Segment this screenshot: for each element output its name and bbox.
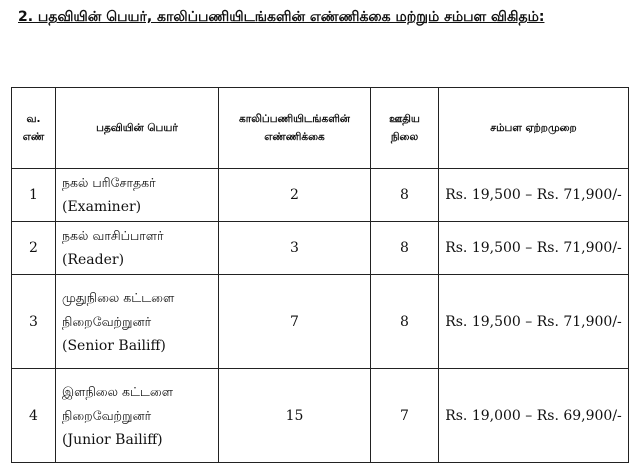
post-name-english: (Reader) (62, 252, 125, 268)
post-name-tamil: முதுநிலை கட்டளை நிறைவேற்றுனர் (62, 289, 175, 329)
cell-pay-scale: Rs. 19,500 – Rs. 71,900/- (439, 222, 629, 275)
table-row (12, 222, 629, 275)
table-row (12, 169, 629, 222)
header-post-name: பதவியின் பெயர் (56, 88, 219, 169)
cell-vacancies: 3 (219, 222, 371, 275)
table-header-row (12, 88, 629, 169)
post-name-english: (Senior Bailiff) (62, 337, 166, 354)
post-name-tamil: நகல் பரிசோதகர் (62, 175, 156, 190)
cell-post-name (56, 369, 219, 463)
table-row (12, 369, 629, 463)
cell-pay-scale: Rs. 19,500 – Rs. 71,900/- (439, 169, 629, 222)
cell-pay-level: 7 (371, 369, 439, 463)
header-pay-level: ஊதிய நிலை (371, 88, 439, 169)
cell-serial: 4 (12, 369, 56, 463)
post-name-english: (Junior Bailiff) (62, 431, 163, 448)
cell-serial: 1 (12, 169, 56, 222)
cell-serial: 2 (12, 222, 56, 275)
header-vacancies: காலிப்பணியிடங்களின் எண்ணிக்கை (219, 88, 371, 169)
posts-table (11, 87, 629, 463)
cell-pay-level: 8 (371, 275, 439, 369)
post-name-tamil: நகல் வாசிப்பாளர் (62, 228, 164, 243)
post-name-english: (Examiner) (62, 199, 142, 215)
cell-vacancies: 2 (219, 169, 371, 222)
section-heading: 2. பதவியின் பெயர், காலிப்பணியிடங்களின் எண்ணிக்கை மற்றும் சம்பள விகிதம்: (18, 9, 545, 25)
table-row (12, 275, 629, 369)
header-serial: வ. எண் (12, 88, 56, 169)
cell-pay-level: 8 (371, 169, 439, 222)
cell-post-name (56, 222, 219, 275)
cell-pay-level: 8 (371, 222, 439, 275)
cell-pay-scale: Rs. 19,000 – Rs. 69,900/- (439, 369, 629, 463)
cell-post-name (56, 275, 219, 369)
cell-vacancies: 15 (219, 369, 371, 463)
header-pay-scale: சம்பள ஏற்றமுறை (439, 88, 629, 169)
post-name-tamil: இளநிலை கட்டளை நிறைவேற்றுனர் (62, 383, 173, 423)
cell-post-name (56, 169, 219, 222)
cell-pay-scale: Rs. 19,500 – Rs. 71,900/- (439, 275, 629, 369)
cell-vacancies: 7 (219, 275, 371, 369)
cell-serial: 3 (12, 275, 56, 369)
